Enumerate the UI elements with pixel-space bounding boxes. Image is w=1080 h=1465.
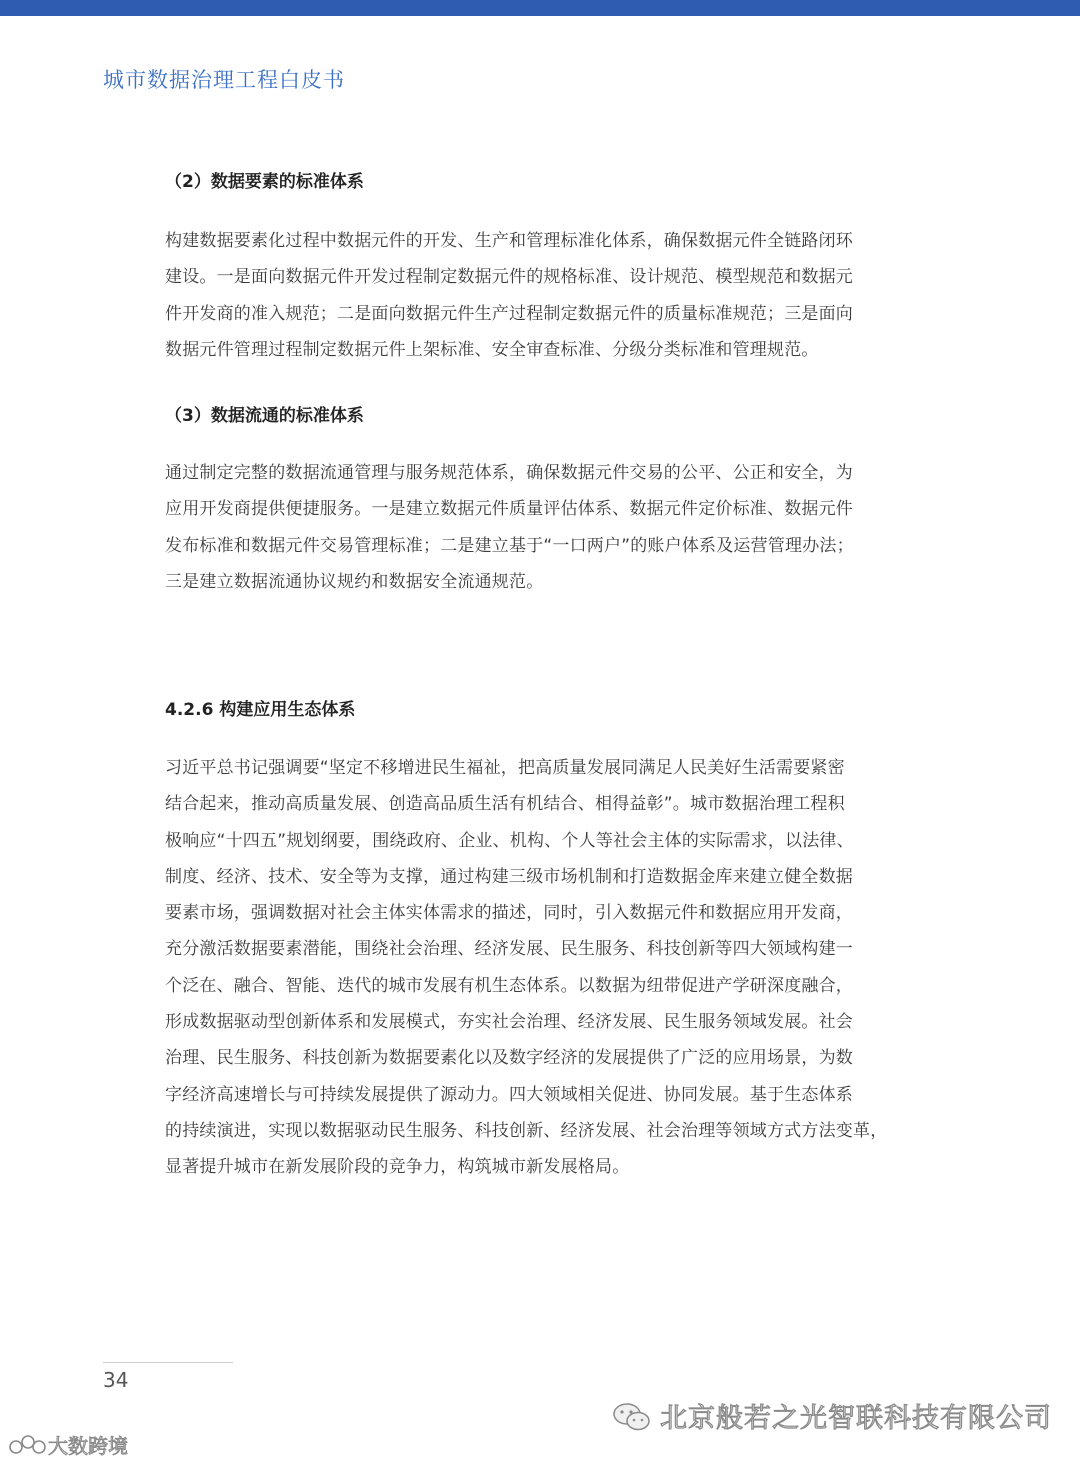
section-heading-4-2-6: 4.2.6 构建应用生态体系 xyxy=(165,700,356,720)
paragraph-line: 制度、经济、技术、安全等为支撑，通过构建三级市场机制和打造数据金库来建立健全数据 xyxy=(165,866,853,887)
running-header: 城市数据治理工程白皮书 xyxy=(103,68,345,92)
watermark-left xyxy=(8,1430,128,1459)
paragraph-line: 个泛在、融合、智能、迭代的城市发展有机生态体系。以数据为纽带促进产学研深度融合， xyxy=(165,975,853,996)
paragraph-data-circulation-standards xyxy=(165,455,910,600)
subsection-heading-2: （2）数据要素的标准体系 xyxy=(165,172,364,192)
paragraph-line: 应用开发商提供便捷服务。一是建立数据元件质量评估体系、数据元件定价标准、数据元件 xyxy=(165,499,853,520)
watermark-company-text: 北京般若之光智联科技有限公司 xyxy=(660,1403,1052,1434)
watermark-company xyxy=(612,1396,1052,1435)
footer-rule xyxy=(103,1362,233,1363)
paragraph-line: 件开发商的准入规范；二是面向数据元件生产过程制定数据元件的质量标准规范；三是面向 xyxy=(165,303,853,324)
top-accent-bar xyxy=(0,0,1080,16)
paragraph-application-ecosystem xyxy=(165,750,910,1186)
paragraph-line: 通过制定完整的数据流通管理与服务规范体系，确保数据元件交易的公平、公正和安全，为 xyxy=(165,463,853,483)
paragraph-line: 习近平总书记强调要“坚定不移增进民生福祉，把高质量发展同满足人民美好生活需要紧密 xyxy=(165,758,845,778)
paragraph-line: 形成数据驱动型创新体系和发展模式，夯实社会治理、经济发展、民生服务领域发展。社会 xyxy=(165,1012,853,1033)
page-number: 34 xyxy=(103,1368,129,1392)
watermark-left-text: 大数跨境 xyxy=(48,1434,128,1458)
paragraph-line: 结合起来，推动高质量发展、创造高品质生活有机结合、相得益彰”。城市数据治理工程积 xyxy=(165,794,845,815)
paragraph-line: 的持续演进，实现以数据驱动民生服务、科技创新、经济发展、社会治理等领域方式方法变革， xyxy=(165,1120,888,1141)
paragraph-line: 极响应“十四五”规划纲要，围绕政府、企业、机构、个人等社会主体的实际需求，以法律、 xyxy=(165,830,854,851)
paragraph-line: 治理、民生服务、科技创新为数据要素化以及数字经济的发展提供了广泛的应用场景，为数 xyxy=(165,1048,853,1069)
paragraph-line: 字经济高速增长与可持续发展提供了源动力。四大领域相关促进、协同发展。基于生态体系 xyxy=(165,1084,853,1105)
paragraph-line: 发布标准和数据元件交易管理标准；二是建立基于“一口两户”的账户体系及运营管理办法； xyxy=(165,535,854,556)
subsection-heading-3: （3）数据流通的标准体系 xyxy=(165,406,364,426)
paragraph-line: 充分激活数据要素潜能，围绕社会治理、经济发展、民生服务、科技创新等四大领域构建一 xyxy=(165,939,853,960)
paragraph-line: 建设。一是面向数据元件开发过程制定数据元件的规格标准、设计规范、模型规范和数据元 xyxy=(165,267,853,288)
paragraph-line: 三是建立数据流通协议规约和数据安全流通规范。 xyxy=(165,571,544,592)
brand-logo-icon xyxy=(8,1433,48,1459)
paragraph-line: 数据元件管理过程制定数据元件上架标准、安全审查标准、分级分类标准和管理规范。 xyxy=(165,339,819,360)
paragraph-line: 显著提升城市在新发展阶段的竞争力，构筑城市新发展格局。 xyxy=(165,1157,630,1178)
paragraph-line: 构建数据要素化过程中数据元件的开发、生产和管理标准化体系，确保数据元件全链路闭环 xyxy=(165,231,853,251)
paragraph-line: 要素市场，强调数据对社会主体实体需求的描述，同时，引入数据元件和数据应用开发商， xyxy=(165,903,853,924)
wechat-icon xyxy=(612,1401,652,1433)
paragraph-data-element-standards xyxy=(165,223,910,368)
